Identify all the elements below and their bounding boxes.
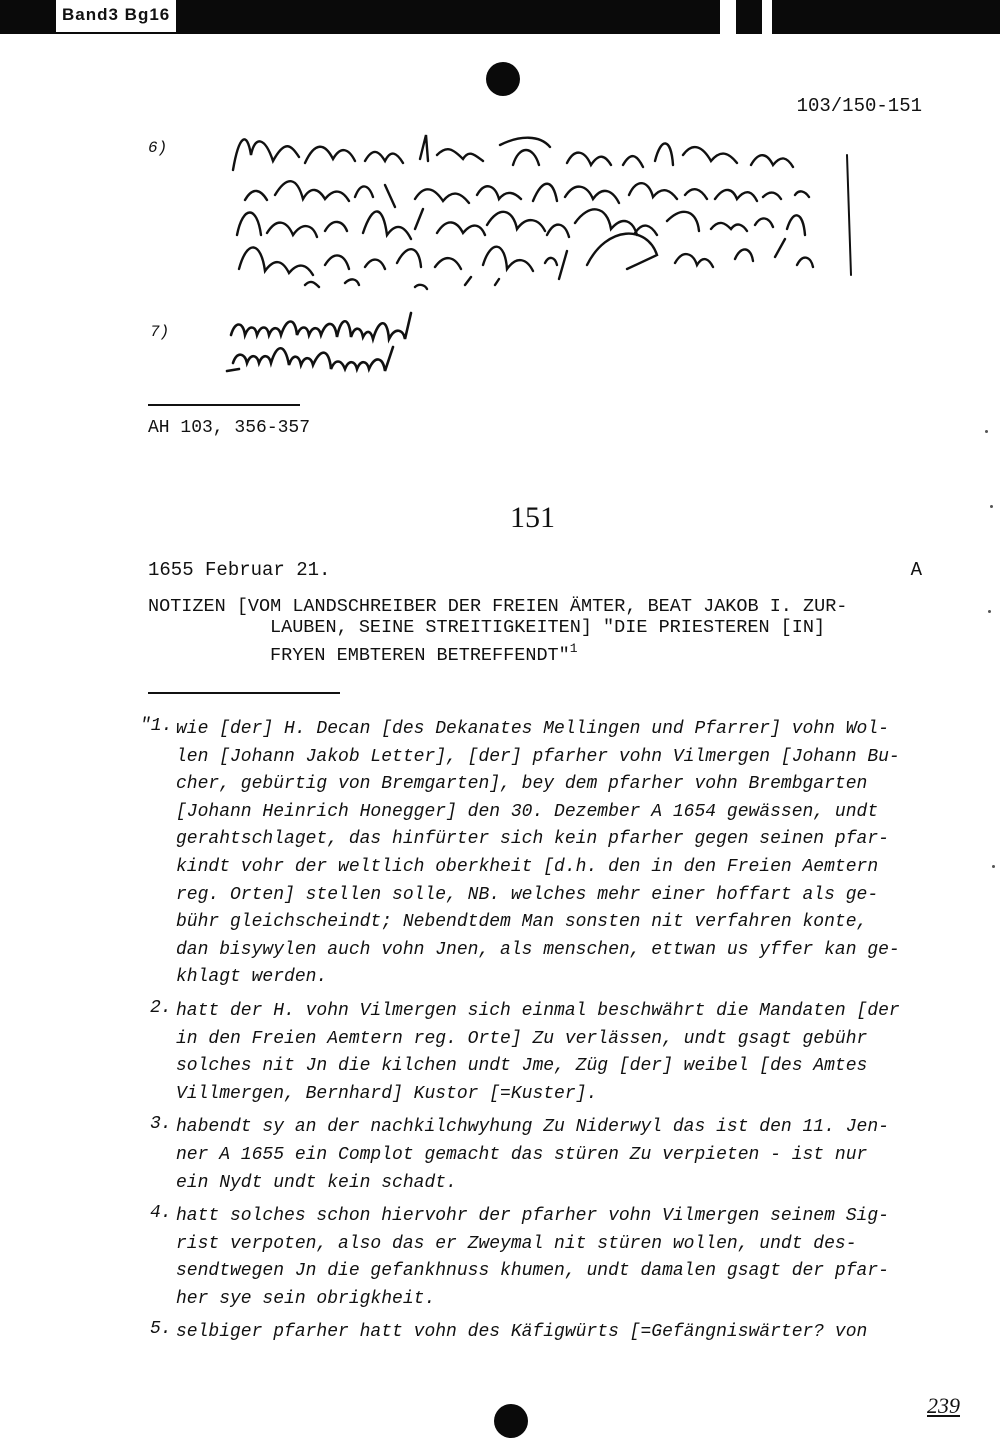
note-item-4 [148, 1203, 928, 1313]
facsimile-marker-7: 7) [150, 323, 170, 341]
document-number: 151 [510, 501, 555, 534]
title-line: FRYEN EMBTEREN BETREFFENDT" [270, 645, 570, 666]
text-line: wie [der] H. Decan [des Dekanates Mellingen und Pfarrer] vohn Wol- [176, 719, 889, 739]
scan-speck [988, 610, 991, 613]
text-line: len [Johann Jakob Letter], [der] pfarher vohn Vilmergen [Johann Bu- [176, 746, 900, 767]
archive-reference: 103/150-151 [796, 95, 922, 117]
text-line: ner A 1655 ein Complot gemacht das stüren Zu verpieten - ist nur [176, 1144, 868, 1165]
text-line: cher, gebürtig von Bremgarten], bey dem pfarher vohn Brembgarten [176, 774, 868, 795]
scan-speck [985, 430, 988, 433]
category-letter: A [910, 559, 922, 581]
text-line: sendtwegen Jn die gefankhnuss khumen, undt damalen gsagt der pfar- [176, 1261, 889, 1282]
handwritten-facsimile-7 [225, 305, 465, 375]
title-line: LAUBEN, SEINE STREITIGKEITEN] "DIE PRIESTEREN [IN] [270, 617, 826, 638]
scan-speck [992, 865, 995, 868]
separator-rule [148, 692, 340, 694]
text-line: [Johann Heinrich Honegger] den 30. Dezember A 1654 gewässen, undt [176, 801, 879, 822]
notes-body [140, 716, 928, 1347]
document-title [148, 596, 928, 666]
source-reference: AH 103, 356-357 [148, 418, 311, 438]
page-number: 239 [927, 1393, 960, 1418]
text-line: hatt der H. vohn Vilmergen sich einmal beschwährt die Mandaten [der [176, 1000, 900, 1021]
date-line: 1655 Februar 21. [148, 559, 331, 581]
item-number: 3. [150, 1114, 172, 1135]
facsimile-marker-6: 6) [148, 139, 168, 157]
volume-tag: Band3 Bg16 [56, 0, 179, 32]
text-line: gerahtschlaget, das hinfürter sich kein pfarher gegen seinen pfar- [176, 829, 889, 850]
item-number: "1. [140, 716, 173, 736]
header-bar-gap [720, 0, 736, 34]
note-item-5 [148, 1319, 928, 1347]
handwritten-facsimile-6 [215, 125, 865, 295]
text-line: kindt vohr der weltlich oberkheit [d.h. den in den Freien Aemtern [176, 856, 879, 877]
scan-header-bar [0, 0, 1000, 34]
item-number: 2. [150, 997, 172, 1018]
text-line: her sye sein obrigkheit. [176, 1288, 436, 1309]
header-bar-gap [762, 0, 772, 34]
text-line: dan bisywylen auch vohn Jnen, als menschen, ettwan us yffer kan ge- [176, 939, 900, 960]
separator-rule [148, 404, 300, 406]
text-line: hatt solches schon hiervohr der pfarher vohn Vilmergen seinem Sig- [176, 1206, 889, 1227]
text-line: khlagt werden. [176, 967, 328, 988]
note-item-1 [140, 716, 928, 992]
text-line: rist verpoten, also das er Zweymal nit stüren wollen, undt des- [176, 1233, 857, 1254]
title-line: NOTIZEN [VOM LANDSCHREIBER DER FREIEN ÄMTER, BEAT JAKOB I. ZUR- [148, 596, 848, 617]
note-item-3 [148, 1114, 928, 1197]
footnote-marker: 1 [569, 641, 578, 656]
punch-hole-top [486, 62, 520, 96]
text-line: in den Freien Aemtern reg. Orte] Zu verlässen, undt gsagt gebühr [176, 1028, 868, 1049]
text-line: habendt sy an der nachkilchwyhung Zu Niderwyl das ist den 11. Jen- [176, 1117, 889, 1138]
text-line: ein Nydt undt kein schadt. [176, 1172, 457, 1193]
text-line: bühr gleichscheindt; Nebendtdem Man sonsten nit verfahren konte, [176, 912, 868, 933]
text-line: Villmergen, Bernhard] Kustor [=Kuster]. [176, 1083, 598, 1104]
item-number: 5. [150, 1319, 172, 1340]
scan-speck [990, 505, 993, 508]
text-line: selbiger pfarher hatt vohn des Käfigwürts [=Gefängniswärter? von [176, 1322, 868, 1343]
text-line: reg. Orten] stellen solle, NB. welches mehr einer hoffart als ge- [176, 884, 879, 905]
text-line: solches nit Jn die kilchen undt Jme, Züg [der] weibel [des Amtes [176, 1056, 868, 1077]
item-number: 4. [150, 1203, 172, 1224]
note-item-2 [148, 998, 928, 1108]
